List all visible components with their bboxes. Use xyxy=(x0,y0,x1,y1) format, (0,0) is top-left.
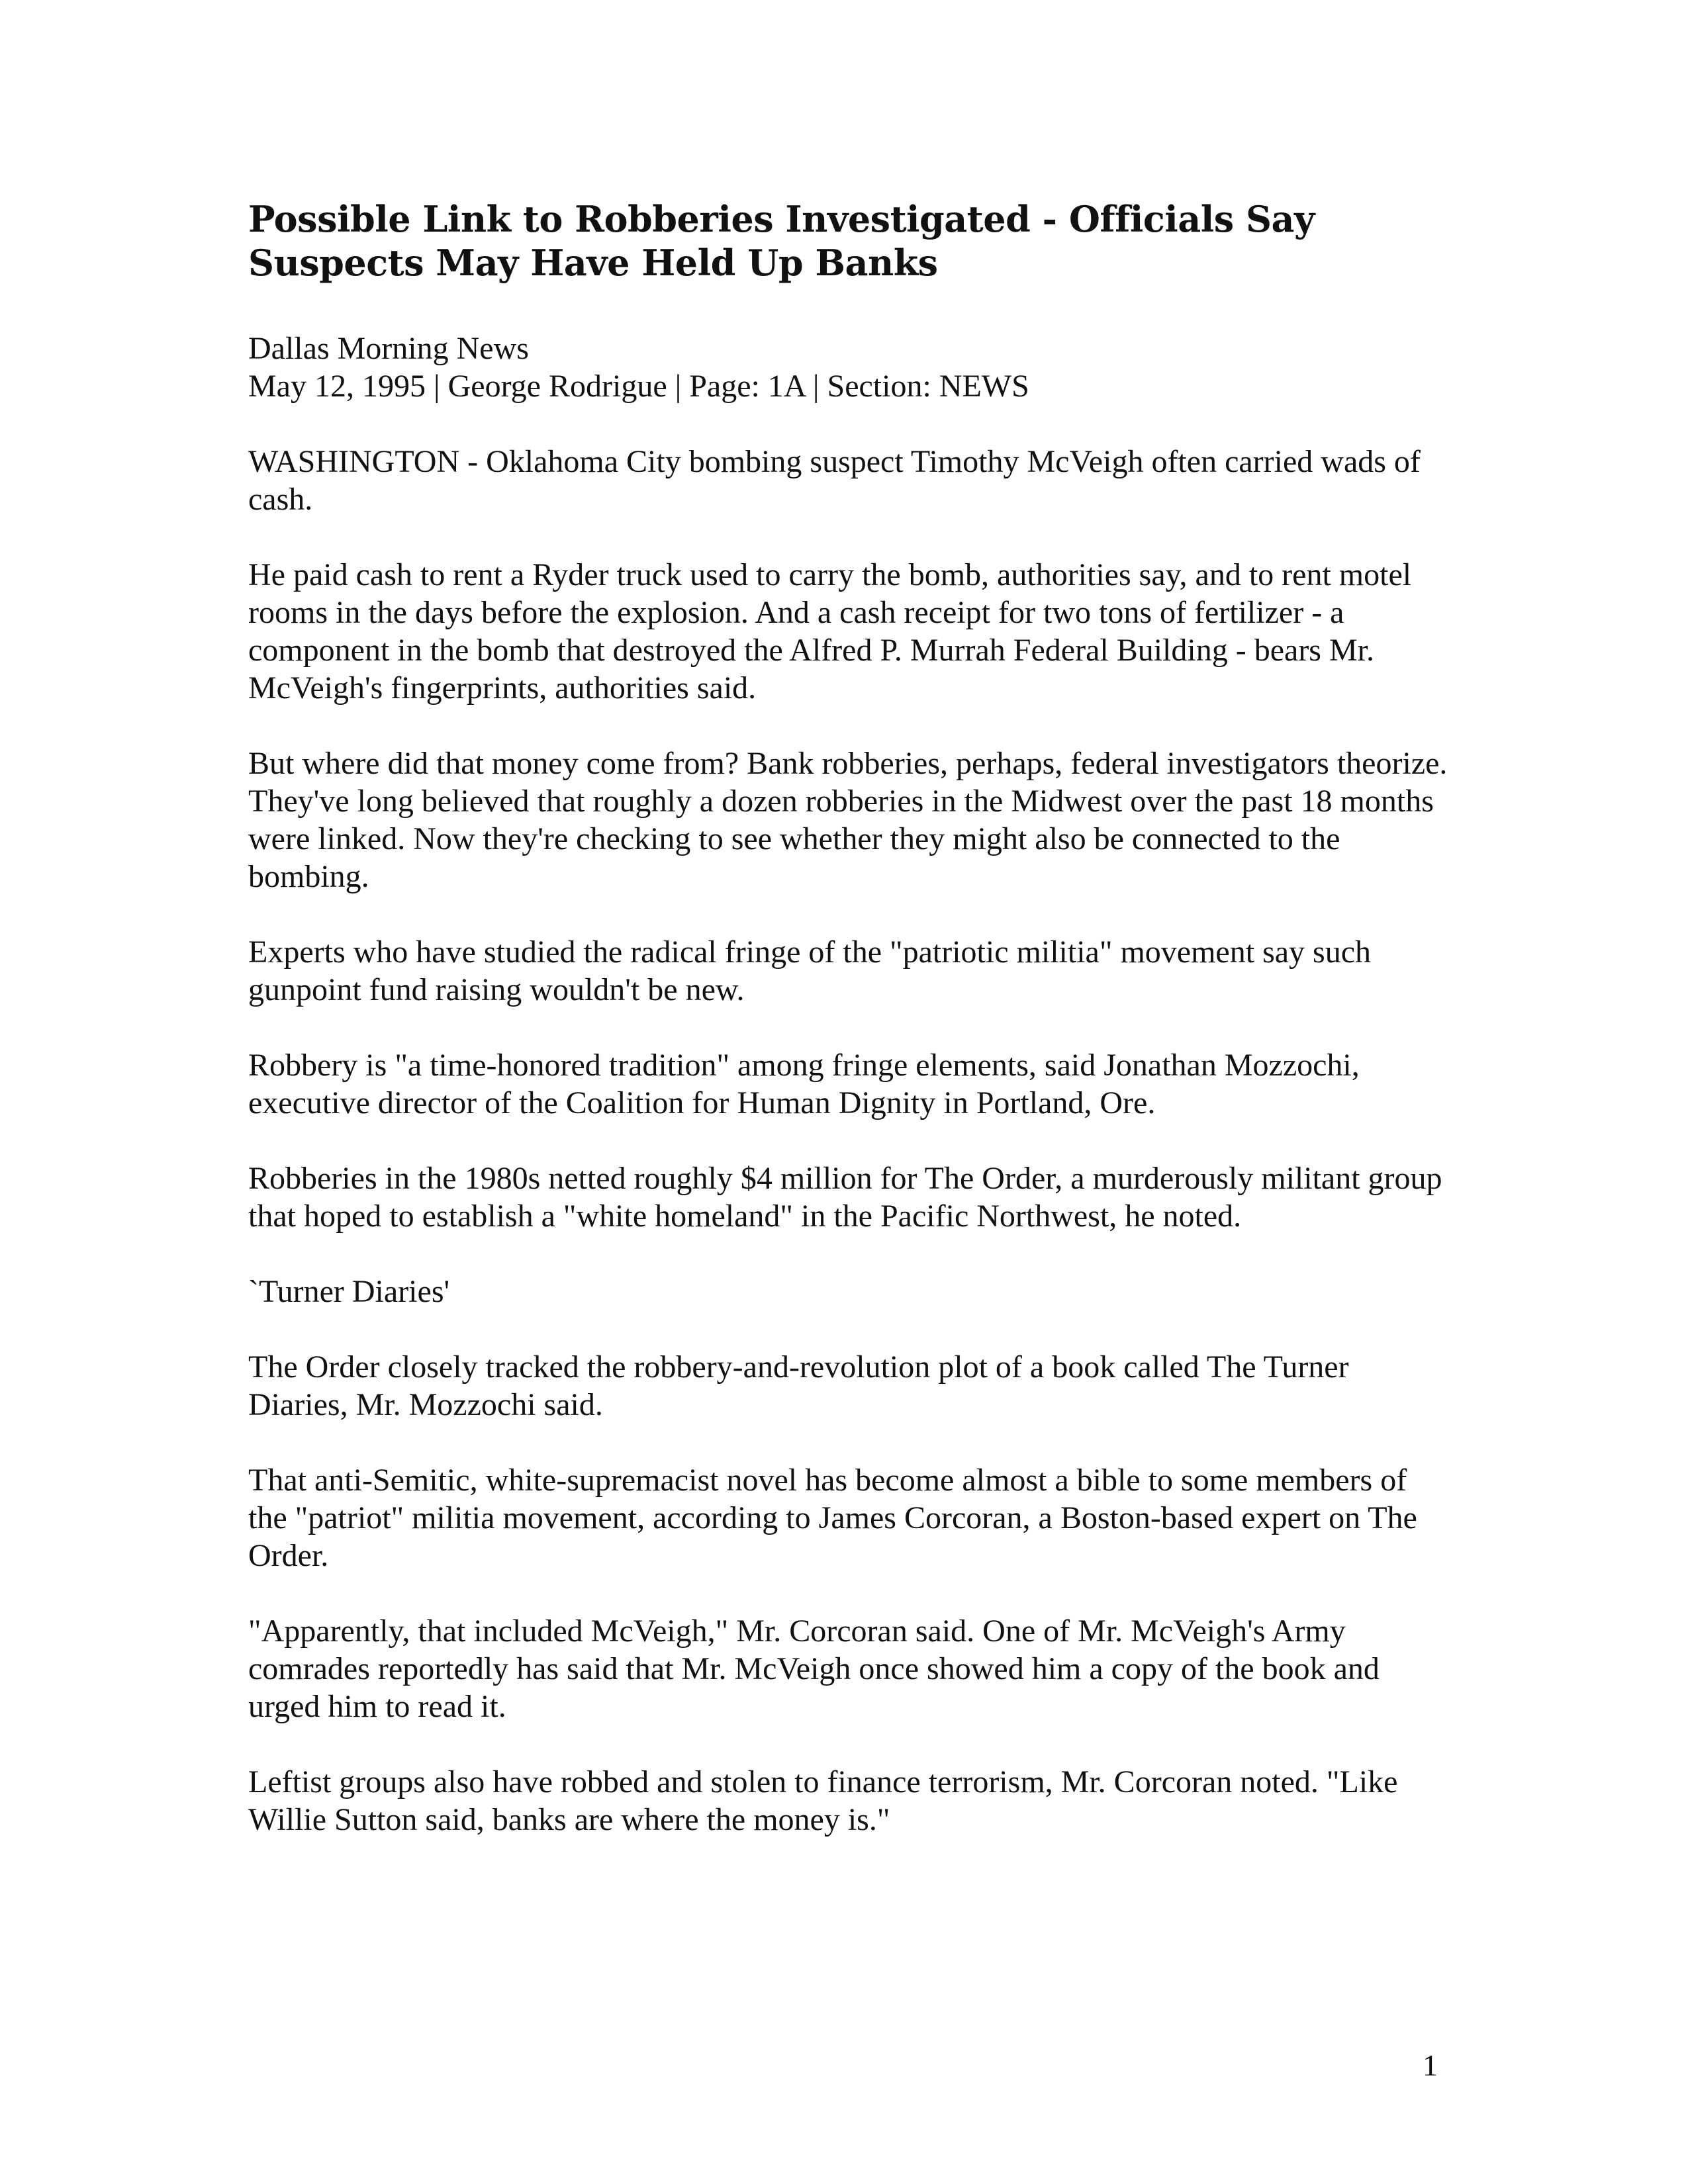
article-title: Possible Link to Robberies Investigated - Officials Say Suspects May Have Held Up Banks xyxy=(248,198,1315,284)
article xyxy=(248,197,1453,1876)
article-paragraph: Experts who have studied the radical fringe of the "patriotic militia" movement say such gunpoint fund raising wouldn't be new. xyxy=(248,934,1372,1007)
page-number: 1 xyxy=(1423,2048,1438,2082)
article-byline: May 12, 1995 | George Rodrigue | Page: 1A | Section: NEWS xyxy=(248,369,1029,404)
article-meta xyxy=(248,330,1453,405)
article-paragraph: Robberies in the 1980s netted roughly $4 million for The Order, a murderously militant group that hoped to establish a "white homeland" in the Pacific Northwest, he noted. xyxy=(248,1161,1442,1234)
article-source: Dallas Morning News xyxy=(248,331,529,366)
article-subheading: `Turner Diaries' xyxy=(248,1274,450,1309)
article-paragraph: But where did that money come from? Bank robberies, perhaps, federal investigators theorize. They've long believed that roughly a dozen robberies in the Midwest over the past 18 months were linked. Now they're checking to see whether they might also be connected to the bombing. xyxy=(248,746,1448,894)
article-paragraph: "Apparently, that included McVeigh," Mr. Corcoran said. One of Mr. McVeigh's Army comrades reportedly has said that Mr. McVeigh once showed him a copy of the book and urged him to read it. xyxy=(248,1614,1380,1724)
article-paragraph: Leftist groups also have robbed and stolen to finance terrorism, Mr. Corcoran noted. "Like Willie Sutton said, banks are where the money is." xyxy=(248,1764,1398,1837)
article-paragraph: He paid cash to rent a Ryder truck used to carry the bomb, authorities say, and to rent motel rooms in the days before the explosion. And a cash receipt for two tons of fertilizer - a component in the bomb that destroyed the Alfred P. Murrah Federal Building - bears Mr. McVeigh's fingerprints, authorities said. xyxy=(248,557,1412,705)
article-paragraph: The Order closely tracked the robbery-and-revolution plot of a book called The Turner Diaries, Mr. Mozzochi said. xyxy=(248,1349,1349,1422)
article-paragraph: Robbery is "a time-honored tradition" among fringe elements, said Jonathan Mozzochi, executive director of the Coalition for Human Dignity in Portland, Ore. xyxy=(248,1048,1360,1120)
article-paragraph: WASHINGTON - Oklahoma City bombing suspect Timothy McVeigh often carried wads of cash. xyxy=(248,444,1421,517)
article-paragraph: That anti-Semitic, white-supremacist novel has become almost a bible to some members of the "patriot" militia movement, according to James Corcoran, a Boston-based expert on The Order. xyxy=(248,1463,1417,1573)
